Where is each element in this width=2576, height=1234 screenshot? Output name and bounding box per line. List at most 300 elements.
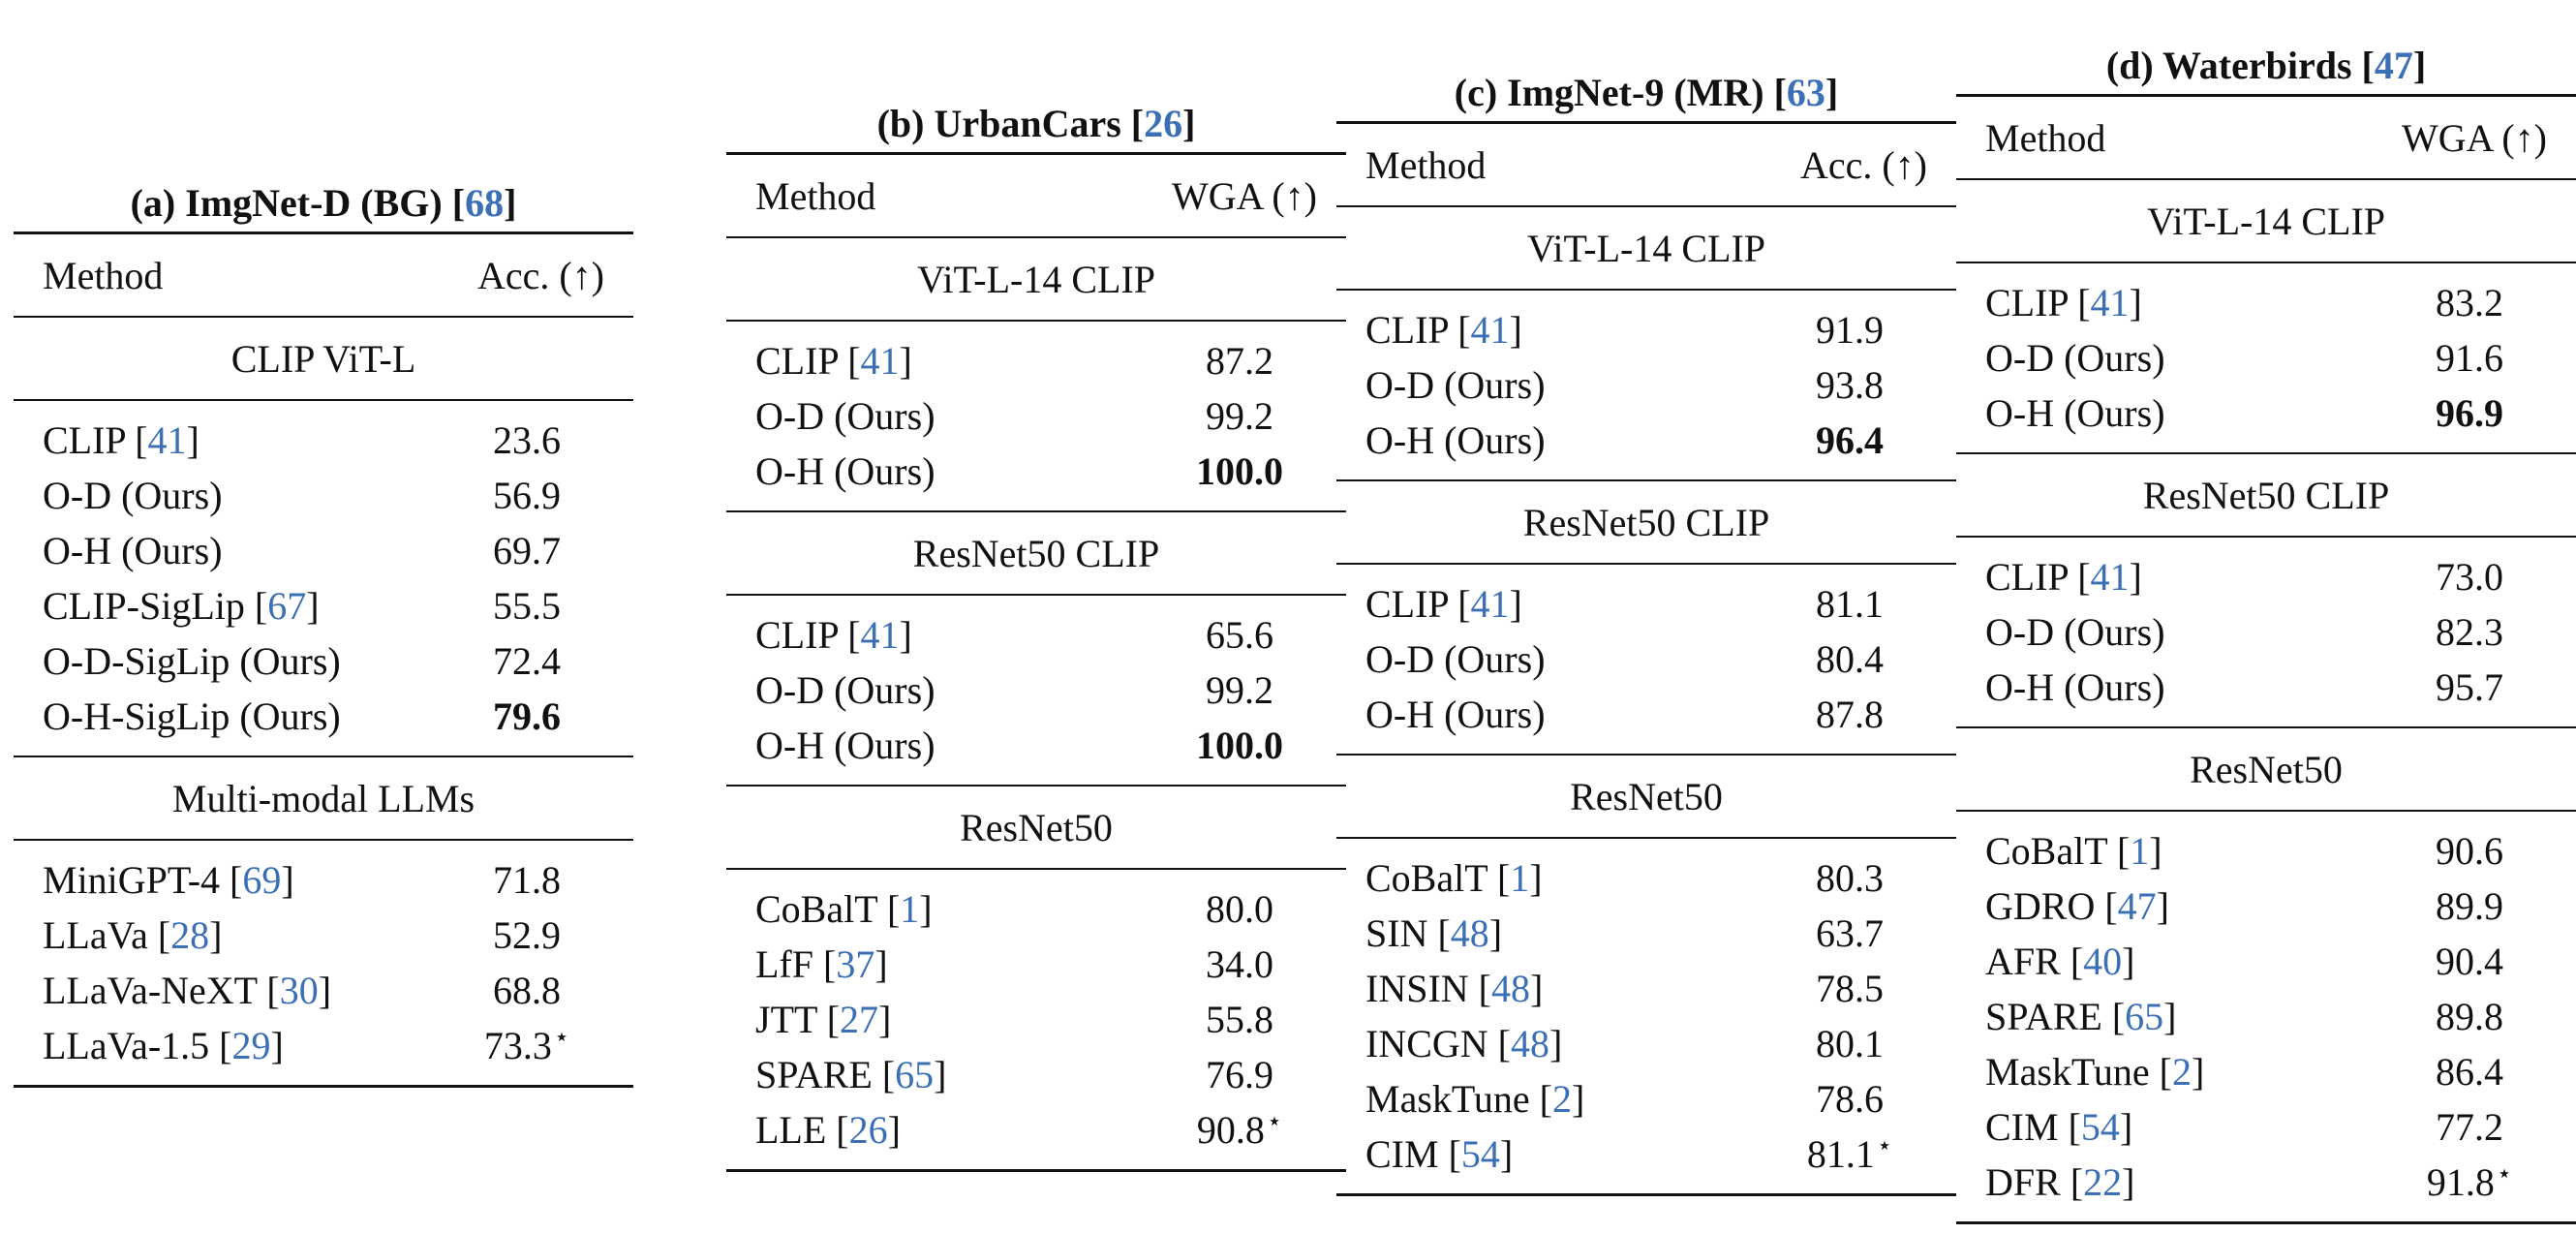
method-name xyxy=(43,638,449,684)
metric-number: 89.8 xyxy=(2436,995,2503,1038)
table-row xyxy=(14,908,633,963)
table-urbancars xyxy=(726,101,1346,1172)
group-rows xyxy=(1336,839,1956,1193)
header-row xyxy=(1956,97,2576,178)
method-name xyxy=(755,723,1162,768)
metric-number: 80.4 xyxy=(1816,637,1884,681)
metric-value xyxy=(1162,612,1317,658)
group-title: CLIP ViT-L xyxy=(230,336,416,381)
method-name xyxy=(1365,362,1772,408)
caption-end: ] xyxy=(504,181,517,225)
table-row xyxy=(14,633,633,689)
method-label: CLIP [ xyxy=(1985,281,2091,324)
method-name xyxy=(43,473,449,518)
metric-value xyxy=(2392,335,2547,381)
method-label: CLIP [ xyxy=(755,339,861,383)
group-rows xyxy=(1336,565,1956,754)
metric-number: 72.4 xyxy=(493,639,561,683)
method-name xyxy=(43,528,449,573)
metric-value xyxy=(1772,1076,1927,1122)
metric-number: 76.9 xyxy=(1206,1053,1273,1096)
citation-end: ] xyxy=(934,1053,947,1096)
group-rows xyxy=(726,870,1346,1169)
table-waterbirds xyxy=(1956,43,2576,1224)
metric-number: 80.0 xyxy=(1206,887,1273,931)
header-row xyxy=(726,155,1346,236)
method-label: O-H (Ours) xyxy=(1985,391,2165,435)
metric-number: 95.7 xyxy=(2436,665,2503,709)
method-label: SPARE [ xyxy=(755,1053,896,1096)
metric-value xyxy=(449,1023,604,1068)
table-row xyxy=(14,1018,633,1073)
citation-end: ] xyxy=(281,858,294,902)
method-label: CoBalT [ xyxy=(755,887,901,931)
citation-link[interactable]: 54 xyxy=(1460,1132,1500,1176)
group-title: ViT-L-14 CLIP xyxy=(2146,199,2386,243)
metric-value xyxy=(2392,828,2547,874)
metric-value xyxy=(449,638,604,684)
citation-link[interactable]: 40 xyxy=(2083,940,2123,983)
caption-end: ] xyxy=(1182,102,1196,145)
method-name xyxy=(1985,883,2392,929)
table-row xyxy=(1956,1099,2576,1155)
column-header-method: Method xyxy=(1365,142,1487,187)
metric-value xyxy=(2392,939,2547,984)
table-row xyxy=(1956,989,2576,1044)
metric-value xyxy=(449,473,604,518)
method-label: DFR [ xyxy=(1985,1160,2084,1204)
metric-number: 96.4 xyxy=(1816,418,1884,462)
star-marker: ⋆ xyxy=(2496,1159,2513,1188)
method-name xyxy=(1985,335,2392,381)
table-row xyxy=(1956,604,2576,660)
method-label: CLIP-SigLip [ xyxy=(43,584,268,628)
citation-link[interactable]: 54 xyxy=(2080,1105,2120,1149)
caption-end: ] xyxy=(1825,71,1839,114)
method-label: MaskTune [ xyxy=(1365,1077,1552,1121)
group-rows xyxy=(14,841,633,1085)
citation-end: ] xyxy=(2163,995,2177,1038)
group-rows xyxy=(1336,291,1956,479)
metric-value xyxy=(1162,997,1317,1042)
metric-value xyxy=(1772,692,1927,737)
method-label: O-D (Ours) xyxy=(43,474,223,517)
citation-end: ] xyxy=(887,1108,901,1152)
metric-number: 78.5 xyxy=(1816,967,1884,1010)
citation-end: ] xyxy=(1499,1132,1514,1176)
citation-end: ] xyxy=(186,418,199,462)
method-name xyxy=(1365,636,1772,682)
method-name xyxy=(43,857,449,903)
citation-link[interactable]: 28 xyxy=(170,913,210,957)
table-row xyxy=(1336,961,1956,1016)
metric-value xyxy=(1772,362,1927,408)
method-label: CLIP [ xyxy=(1365,308,1471,352)
group-title: ResNet50 xyxy=(1570,774,1723,818)
method-name xyxy=(1985,554,2392,600)
method-name xyxy=(43,968,449,1013)
table-row xyxy=(1956,1044,2576,1099)
table-row xyxy=(14,413,633,468)
method-label: LLaVa-1.5 [ xyxy=(43,1024,232,1067)
citation-link[interactable]: 22 xyxy=(2083,1160,2123,1204)
metric-number: 87.2 xyxy=(1206,339,1273,383)
metric-value xyxy=(1772,307,1927,353)
metric-value xyxy=(2392,1159,2547,1205)
metric-value xyxy=(2392,664,2547,710)
method-name xyxy=(755,667,1162,713)
citation-link[interactable]: 26 xyxy=(848,1108,888,1152)
metric-number: 89.9 xyxy=(2436,884,2503,928)
metric-value xyxy=(1162,941,1317,987)
table-row xyxy=(14,963,633,1018)
metric-number: 83.2 xyxy=(2436,281,2503,324)
method-name xyxy=(1985,828,2392,874)
citation-link[interactable]: 29 xyxy=(231,1024,271,1067)
bottom-rule xyxy=(726,1169,1346,1172)
table-row xyxy=(1336,576,1956,632)
citation-link[interactable]: 41 xyxy=(1470,308,1510,352)
metric-value xyxy=(1162,393,1317,439)
method-name xyxy=(1365,1021,1772,1066)
method-label: CLIP [ xyxy=(1985,555,2091,599)
table-row xyxy=(1956,330,2576,386)
table-row xyxy=(1336,850,1956,906)
method-name xyxy=(43,417,449,463)
method-label: O-D (Ours) xyxy=(1365,363,1546,407)
method-label: CIM [ xyxy=(1985,1105,2081,1149)
metric-value xyxy=(1162,1052,1317,1097)
citation-link[interactable]: 65 xyxy=(2125,995,2164,1038)
citation-end: ] xyxy=(2129,555,2142,599)
citation-link[interactable]: 27 xyxy=(840,998,879,1041)
metric-value xyxy=(1162,1107,1317,1153)
table-row xyxy=(1336,302,1956,357)
method-name xyxy=(1365,417,1772,463)
group-title: ResNet50 CLIP xyxy=(1522,500,1770,544)
citation-end: ] xyxy=(919,887,933,931)
table-row xyxy=(726,1102,1346,1157)
metric-number: 91.8 xyxy=(2426,1160,2495,1204)
citation-link[interactable]: 47 xyxy=(2117,884,2157,928)
citation-end: ] xyxy=(318,969,332,1012)
method-name xyxy=(1365,692,1772,737)
column-header-method: Method xyxy=(755,173,876,218)
method-label: MiniGPT-4 [ xyxy=(43,858,243,902)
citation-end: ] xyxy=(2192,1050,2205,1094)
table-row xyxy=(1336,1126,1956,1182)
group-title: ResNet50 xyxy=(2190,747,2343,791)
caption-citation[interactable]: 63 xyxy=(1786,71,1825,114)
group-title: ResNet50 CLIP xyxy=(2142,473,2390,517)
method-label: O-D (Ours) xyxy=(755,668,935,712)
method-name xyxy=(755,886,1162,932)
metric-number: 77.2 xyxy=(2436,1105,2503,1149)
citation-link[interactable]: 48 xyxy=(1450,911,1489,955)
header-row xyxy=(14,234,633,316)
method-label: MaskTune [ xyxy=(1985,1050,2172,1094)
table-row xyxy=(726,1047,1346,1102)
metric-value xyxy=(1772,581,1927,627)
metric-value xyxy=(1772,1131,1927,1177)
method-label: O-D (Ours) xyxy=(1985,336,2165,380)
method-name xyxy=(755,448,1162,494)
metric-number: 69.7 xyxy=(493,529,561,572)
column-header-metric: WGA (↑) xyxy=(1172,173,1317,218)
metric-number: 99.2 xyxy=(1206,394,1273,438)
method-name xyxy=(1985,1159,2392,1205)
caption-text: (c) ImgNet-9 (MR) [ xyxy=(1454,71,1787,114)
method-name xyxy=(1365,966,1772,1011)
metric-number: 79.6 xyxy=(493,694,561,738)
method-name xyxy=(755,393,1162,439)
table-row xyxy=(14,852,633,908)
method-label: CLIP [ xyxy=(755,613,861,657)
metric-number: 80.1 xyxy=(1816,1022,1884,1065)
group-rows xyxy=(1956,263,2576,452)
metric-value xyxy=(1772,417,1927,463)
method-name xyxy=(1985,390,2392,436)
metric-number: 81.1 xyxy=(1816,582,1884,626)
group-title: ResNet50 CLIP xyxy=(912,531,1160,575)
citation-end: ] xyxy=(2156,884,2169,928)
method-name xyxy=(1365,307,1772,353)
table-row xyxy=(1956,934,2576,989)
citation-end: ] xyxy=(2119,1105,2133,1149)
table-imgnet-d xyxy=(14,180,633,1088)
metric-number: 73.3 xyxy=(483,1024,552,1067)
caption-text: (a) ImgNet-D (BG) [ xyxy=(130,181,466,225)
table-row xyxy=(726,937,1346,992)
group-rows xyxy=(1956,538,2576,726)
citation-end: ] xyxy=(1509,308,1522,352)
method-name xyxy=(43,1023,449,1068)
metric-number: 78.6 xyxy=(1816,1077,1884,1121)
citation-end: ] xyxy=(2149,829,2162,873)
caption-citation[interactable]: 68 xyxy=(465,181,505,225)
metric-number: 65.6 xyxy=(1206,613,1273,657)
caption-citation[interactable]: 26 xyxy=(1144,102,1183,145)
method-label: CIM [ xyxy=(1365,1132,1461,1176)
method-label: GDRO [ xyxy=(1985,884,2118,928)
metric-value xyxy=(2392,1049,2547,1095)
method-name xyxy=(755,997,1162,1042)
metric-value xyxy=(1772,855,1927,901)
metric-value xyxy=(1772,636,1927,682)
table-row xyxy=(1956,386,2576,441)
method-label: O-H (Ours) xyxy=(755,724,935,767)
metric-number: 63.7 xyxy=(1816,911,1884,955)
method-label: O-H (Ours) xyxy=(43,529,223,572)
citation-link[interactable]: 37 xyxy=(836,942,875,986)
table-row xyxy=(1956,879,2576,934)
caption-citation[interactable]: 47 xyxy=(2374,44,2413,87)
column-header-metric: Acc. (↑) xyxy=(1799,142,1927,187)
method-name xyxy=(755,338,1162,384)
method-label: O-H (Ours) xyxy=(1365,693,1546,736)
citation-link[interactable]: 1 xyxy=(2130,829,2150,873)
column-header-metric: WGA (↑) xyxy=(2402,115,2547,160)
method-label: SPARE [ xyxy=(1985,995,2126,1038)
citation-end: ] xyxy=(2122,940,2135,983)
method-label: O-D (Ours) xyxy=(755,394,935,438)
group-title: Multi-modal LLMs xyxy=(171,776,475,820)
column-header-method: Method xyxy=(43,253,164,297)
metric-number: 82.3 xyxy=(2436,610,2503,654)
citation-link[interactable]: 41 xyxy=(860,339,900,383)
metric-value xyxy=(449,417,604,463)
citation-end: ] xyxy=(209,913,223,957)
table-row xyxy=(1336,1016,1956,1071)
group-title: ViT-L-14 CLIP xyxy=(1526,226,1766,270)
table-row xyxy=(1336,906,1956,961)
citation-link[interactable]: 67 xyxy=(267,584,307,628)
citation-link[interactable]: 48 xyxy=(1490,967,1530,1010)
citation-link[interactable]: 1 xyxy=(1510,856,1530,900)
table-row xyxy=(726,992,1346,1047)
metric-value xyxy=(449,968,604,1013)
method-name xyxy=(1985,664,2392,710)
bottom-rule xyxy=(14,1085,633,1088)
table-row xyxy=(1336,413,1956,468)
table-row xyxy=(14,578,633,633)
metric-value xyxy=(449,583,604,629)
table-row xyxy=(1956,660,2576,715)
citation-link[interactable]: 41 xyxy=(2090,555,2130,599)
citation-link[interactable]: 2 xyxy=(1552,1077,1572,1121)
metric-value xyxy=(1162,667,1317,713)
method-name xyxy=(1365,1076,1772,1122)
citation-link[interactable]: 30 xyxy=(279,969,319,1012)
method-label: CLIP [ xyxy=(1365,582,1471,626)
citation-end: ] xyxy=(899,613,912,657)
citation-link[interactable]: 2 xyxy=(2172,1050,2192,1094)
table-row xyxy=(726,333,1346,388)
method-label: SIN [ xyxy=(1365,911,1451,955)
table-caption xyxy=(14,180,633,226)
method-label: O-D (Ours) xyxy=(1365,637,1546,681)
table-row xyxy=(1336,632,1956,687)
metric-number: 87.8 xyxy=(1816,693,1884,736)
metric-number: 100.0 xyxy=(1196,724,1283,767)
metric-number: 91.6 xyxy=(2436,336,2503,380)
metric-value xyxy=(1162,448,1317,494)
group-rows xyxy=(726,322,1346,510)
method-name xyxy=(1365,581,1772,627)
method-label: CoBalT [ xyxy=(1985,829,2131,873)
bottom-rule xyxy=(1956,1221,2576,1224)
table-row xyxy=(14,523,633,578)
method-label: LLaVa [ xyxy=(43,913,171,957)
metric-number: 55.5 xyxy=(493,584,561,628)
citation-link[interactable]: 65 xyxy=(895,1053,935,1096)
table-row xyxy=(1956,549,2576,604)
metric-value xyxy=(2392,994,2547,1039)
citation-link[interactable]: 41 xyxy=(1470,582,1510,626)
method-label: O-H (Ours) xyxy=(1365,418,1546,462)
citation-link[interactable]: 48 xyxy=(1510,1022,1549,1065)
metric-value xyxy=(449,857,604,903)
method-label: CLIP [ xyxy=(43,418,148,462)
metric-number: 68.8 xyxy=(493,969,561,1012)
method-label: O-H (Ours) xyxy=(755,449,935,493)
metric-number: 93.8 xyxy=(1816,363,1884,407)
citation-end: ] xyxy=(1488,911,1503,955)
table-row xyxy=(1336,687,1956,742)
table-row xyxy=(1956,823,2576,879)
metric-value xyxy=(1772,1021,1927,1066)
method-name xyxy=(1985,280,2392,325)
metric-number: 90.6 xyxy=(2436,829,2503,873)
table-row xyxy=(1336,1071,1956,1126)
method-label: LLE [ xyxy=(755,1108,849,1152)
citation-end: ] xyxy=(1572,1077,1585,1121)
metric-number: 23.6 xyxy=(493,418,561,462)
method-name xyxy=(755,1107,1162,1153)
table-row xyxy=(1956,1155,2576,1210)
citation-link[interactable]: 41 xyxy=(860,613,900,657)
method-name xyxy=(1985,939,2392,984)
metric-number: 90.8 xyxy=(1196,1108,1265,1152)
metric-value xyxy=(2392,554,2547,600)
metric-value xyxy=(2392,883,2547,929)
method-name xyxy=(755,941,1162,987)
metric-value xyxy=(2392,390,2547,436)
method-name xyxy=(43,912,449,958)
table-row xyxy=(1336,357,1956,413)
method-name xyxy=(1985,994,2392,1039)
citation-end: ] xyxy=(306,584,320,628)
group-rows xyxy=(1956,812,2576,1221)
table-row xyxy=(726,881,1346,937)
metric-value xyxy=(1772,910,1927,956)
metric-number: 56.9 xyxy=(493,474,561,517)
metric-value xyxy=(1162,723,1317,768)
method-label: O-D-SigLip (Ours) xyxy=(43,639,341,683)
caption-text: (b) UrbanCars [ xyxy=(876,102,1145,145)
table-row xyxy=(726,718,1346,773)
table-row xyxy=(726,444,1346,499)
method-label: LLaVa-NeXT [ xyxy=(43,969,280,1012)
metric-number: 71.8 xyxy=(493,858,561,902)
citation-end: ] xyxy=(1549,1022,1563,1065)
metric-number: 80.3 xyxy=(1816,856,1884,900)
group-title: ViT-L-14 CLIP xyxy=(916,257,1156,301)
method-label: O-D (Ours) xyxy=(1985,610,2165,654)
citation-end: ] xyxy=(878,998,892,1041)
metric-value xyxy=(449,694,604,739)
table-row xyxy=(1956,275,2576,330)
citation-link[interactable]: 41 xyxy=(147,418,187,462)
method-name xyxy=(1365,855,1772,901)
metric-value xyxy=(2392,280,2547,325)
citation-link[interactable]: 1 xyxy=(900,887,920,931)
metric-number: 90.4 xyxy=(2436,940,2503,983)
group-title: ResNet50 xyxy=(960,805,1113,849)
header-row xyxy=(1336,124,1956,205)
metric-value xyxy=(2392,1104,2547,1150)
metric-value xyxy=(449,528,604,573)
group-rows xyxy=(14,401,633,756)
citation-link[interactable]: 69 xyxy=(242,858,282,902)
bottom-rule xyxy=(1336,1193,1956,1196)
table-row xyxy=(14,689,633,744)
method-name xyxy=(1985,1104,2392,1150)
table-row xyxy=(14,468,633,523)
citation-link[interactable]: 41 xyxy=(2090,281,2130,324)
citation-end: ] xyxy=(899,339,912,383)
table-caption xyxy=(726,101,1346,146)
